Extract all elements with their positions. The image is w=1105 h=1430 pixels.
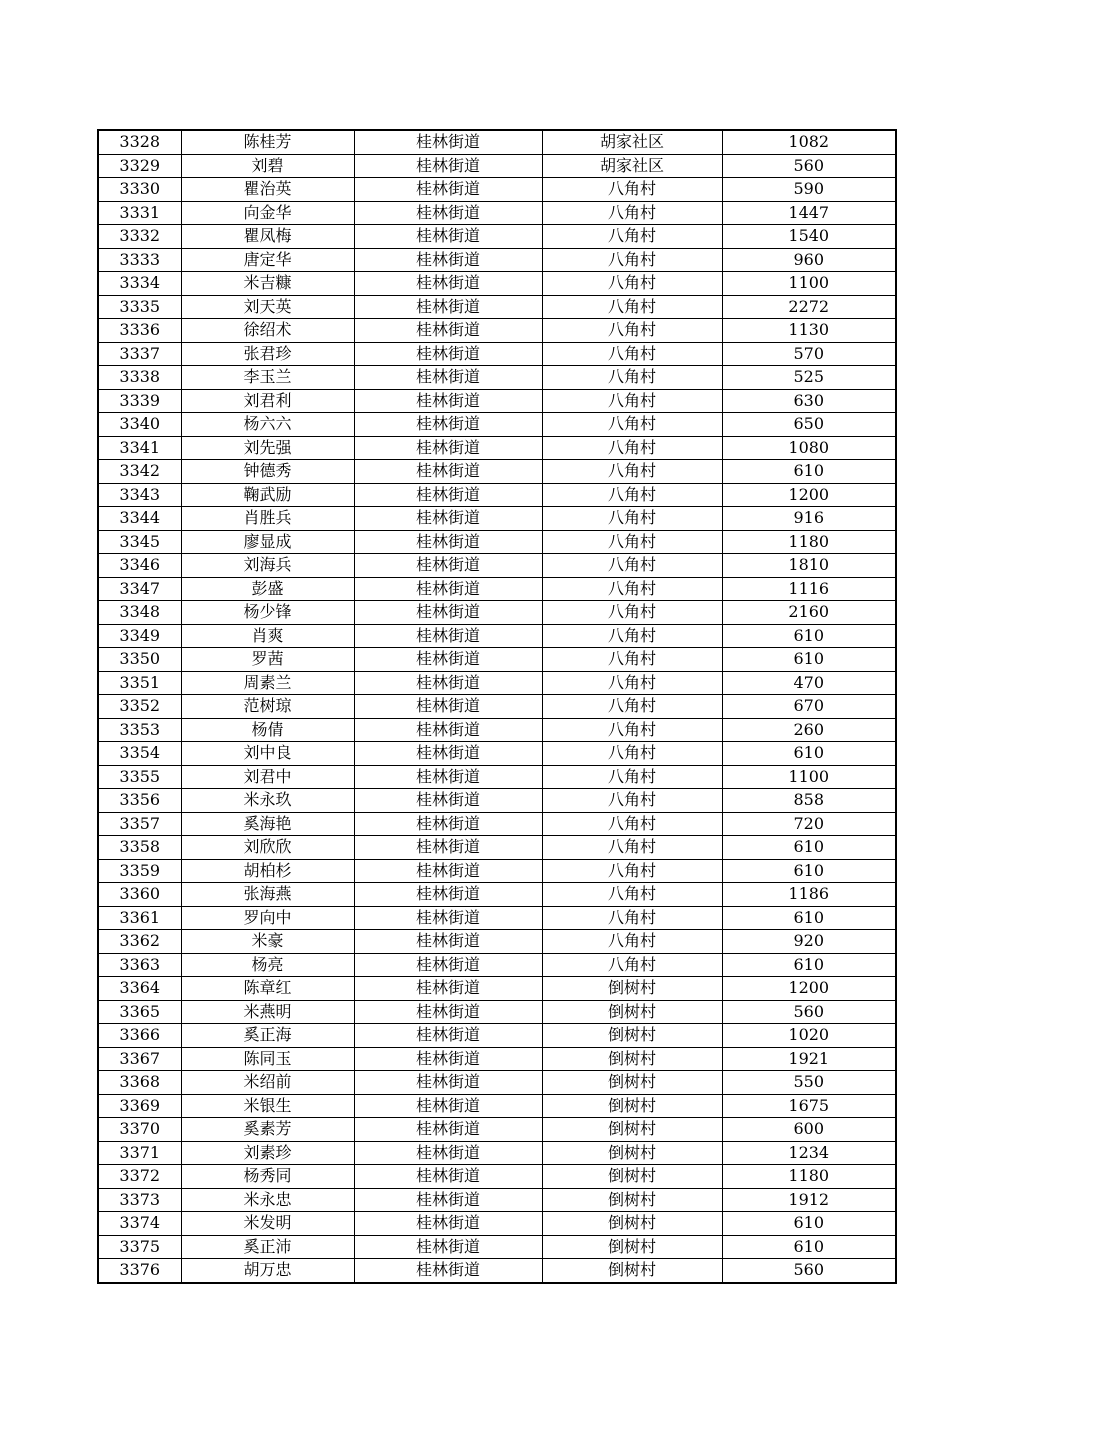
street-cell: 桂林街道 [354, 695, 542, 719]
table-row [98, 530, 896, 554]
street-cell: 桂林街道 [354, 624, 542, 648]
row-number-cell: 3375 [98, 1235, 181, 1259]
village-cell: 倒树村 [542, 1024, 722, 1048]
table-row [98, 1188, 896, 1212]
amount-cell: 1921 [722, 1047, 896, 1071]
name-cell: 刘欣欣 [181, 836, 354, 860]
name-cell: 罗向中 [181, 906, 354, 930]
table-row [98, 460, 896, 484]
row-number-cell: 3361 [98, 906, 181, 930]
street-cell: 桂林街道 [354, 178, 542, 202]
street-cell: 桂林街道 [354, 906, 542, 930]
name-cell: 陈章红 [181, 977, 354, 1001]
street-cell: 桂林街道 [354, 1212, 542, 1236]
amount-cell: 560 [722, 1000, 896, 1024]
street-cell: 桂林街道 [354, 836, 542, 860]
row-number-cell: 3362 [98, 930, 181, 954]
table-row [98, 319, 896, 343]
street-cell: 桂林街道 [354, 977, 542, 1001]
village-cell: 八角村 [542, 671, 722, 695]
amount-cell: 610 [722, 836, 896, 860]
village-cell: 八角村 [542, 601, 722, 625]
name-cell: 杨亮 [181, 953, 354, 977]
amount-cell: 720 [722, 812, 896, 836]
data-table [97, 129, 897, 1284]
street-cell: 桂林街道 [354, 1024, 542, 1048]
village-cell: 胡家社区 [542, 130, 722, 154]
street-cell: 桂林街道 [354, 718, 542, 742]
table-row [98, 1235, 896, 1259]
village-cell: 八角村 [542, 460, 722, 484]
street-cell: 桂林街道 [354, 601, 542, 625]
street-cell: 桂林街道 [354, 413, 542, 437]
row-number-cell: 3347 [98, 577, 181, 601]
street-cell: 桂林街道 [354, 742, 542, 766]
table-row [98, 648, 896, 672]
name-cell: 胡万忠 [181, 1259, 354, 1283]
table-row [98, 507, 896, 531]
name-cell: 李玉兰 [181, 366, 354, 390]
village-cell: 倒树村 [542, 1235, 722, 1259]
name-cell: 杨倩 [181, 718, 354, 742]
village-cell: 八角村 [542, 342, 722, 366]
name-cell: 刘素珍 [181, 1141, 354, 1165]
row-number-cell: 3339 [98, 389, 181, 413]
row-number-cell: 3340 [98, 413, 181, 437]
amount-cell: 525 [722, 366, 896, 390]
amount-cell: 670 [722, 695, 896, 719]
village-cell: 八角村 [542, 577, 722, 601]
village-cell: 倒树村 [542, 1071, 722, 1095]
table-row [98, 1212, 896, 1236]
row-number-cell: 3328 [98, 130, 181, 154]
name-cell: 刘君中 [181, 765, 354, 789]
village-cell: 倒树村 [542, 1094, 722, 1118]
row-number-cell: 3334 [98, 272, 181, 296]
amount-cell: 1082 [722, 130, 896, 154]
table-row [98, 601, 896, 625]
name-cell: 廖显成 [181, 530, 354, 554]
row-number-cell: 3343 [98, 483, 181, 507]
amount-cell: 1447 [722, 201, 896, 225]
name-cell: 刘天英 [181, 295, 354, 319]
village-cell: 八角村 [542, 178, 722, 202]
name-cell: 米永忠 [181, 1188, 354, 1212]
name-cell: 刘碧 [181, 154, 354, 178]
row-number-cell: 3341 [98, 436, 181, 460]
table-row [98, 1094, 896, 1118]
name-cell: 刘先强 [181, 436, 354, 460]
name-cell: 米豪 [181, 930, 354, 954]
name-cell: 米燕明 [181, 1000, 354, 1024]
row-number-cell: 3331 [98, 201, 181, 225]
amount-cell: 1912 [722, 1188, 896, 1212]
table-row [98, 436, 896, 460]
row-number-cell: 3332 [98, 225, 181, 249]
name-cell: 瞿治英 [181, 178, 354, 202]
table-row [98, 671, 896, 695]
name-cell: 米发明 [181, 1212, 354, 1236]
table-row [98, 130, 896, 154]
table-row [98, 178, 896, 202]
table-row [98, 1071, 896, 1095]
name-cell: 陈桂芳 [181, 130, 354, 154]
table-row [98, 483, 896, 507]
street-cell: 桂林街道 [354, 366, 542, 390]
village-cell: 八角村 [542, 742, 722, 766]
street-cell: 桂林街道 [354, 1165, 542, 1189]
street-cell: 桂林街道 [354, 460, 542, 484]
name-cell: 张君珍 [181, 342, 354, 366]
village-cell: 八角村 [542, 765, 722, 789]
street-cell: 桂林街道 [354, 319, 542, 343]
name-cell: 徐绍术 [181, 319, 354, 343]
table-row [98, 812, 896, 836]
name-cell: 米银生 [181, 1094, 354, 1118]
table-row [98, 1259, 896, 1283]
table-row [98, 1165, 896, 1189]
amount-cell: 610 [722, 953, 896, 977]
amount-cell: 2272 [722, 295, 896, 319]
row-number-cell: 3366 [98, 1024, 181, 1048]
row-number-cell: 3351 [98, 671, 181, 695]
amount-cell: 560 [722, 1259, 896, 1283]
street-cell: 桂林街道 [354, 1071, 542, 1095]
row-number-cell: 3354 [98, 742, 181, 766]
name-cell: 胡柏杉 [181, 859, 354, 883]
village-cell: 八角村 [542, 812, 722, 836]
amount-cell: 1810 [722, 554, 896, 578]
row-number-cell: 3367 [98, 1047, 181, 1071]
row-number-cell: 3333 [98, 248, 181, 272]
name-cell: 奚素芳 [181, 1118, 354, 1142]
amount-cell: 570 [722, 342, 896, 366]
amount-cell: 610 [722, 1235, 896, 1259]
name-cell: 米永玖 [181, 789, 354, 813]
table-row [98, 295, 896, 319]
amount-cell: 560 [722, 154, 896, 178]
row-number-cell: 3372 [98, 1165, 181, 1189]
row-number-cell: 3370 [98, 1118, 181, 1142]
village-cell: 八角村 [542, 507, 722, 531]
village-cell: 八角村 [542, 483, 722, 507]
table-row [98, 930, 896, 954]
amount-cell: 1020 [722, 1024, 896, 1048]
amount-cell: 960 [722, 248, 896, 272]
street-cell: 桂林街道 [354, 789, 542, 813]
name-cell: 奚海艳 [181, 812, 354, 836]
street-cell: 桂林街道 [354, 530, 542, 554]
amount-cell: 600 [722, 1118, 896, 1142]
table-body [98, 130, 896, 1283]
amount-cell: 1100 [722, 272, 896, 296]
row-number-cell: 3369 [98, 1094, 181, 1118]
row-number-cell: 3335 [98, 295, 181, 319]
table-row [98, 1141, 896, 1165]
village-cell: 八角村 [542, 906, 722, 930]
row-number-cell: 3356 [98, 789, 181, 813]
village-cell: 倒树村 [542, 1165, 722, 1189]
table-row [98, 389, 896, 413]
village-cell: 八角村 [542, 389, 722, 413]
name-cell: 鞠武励 [181, 483, 354, 507]
street-cell: 桂林街道 [354, 342, 542, 366]
row-number-cell: 3365 [98, 1000, 181, 1024]
row-number-cell: 3373 [98, 1188, 181, 1212]
row-number-cell: 3348 [98, 601, 181, 625]
village-cell: 八角村 [542, 789, 722, 813]
village-cell: 八角村 [542, 366, 722, 390]
village-cell: 倒树村 [542, 977, 722, 1001]
name-cell: 向金华 [181, 201, 354, 225]
table-row [98, 836, 896, 860]
name-cell: 周素兰 [181, 671, 354, 695]
row-number-cell: 3350 [98, 648, 181, 672]
table-row [98, 977, 896, 1001]
row-number-cell: 3360 [98, 883, 181, 907]
row-number-cell: 3338 [98, 366, 181, 390]
street-cell: 桂林街道 [354, 295, 542, 319]
village-cell: 八角村 [542, 859, 722, 883]
village-cell: 倒树村 [542, 1141, 722, 1165]
row-number-cell: 3374 [98, 1212, 181, 1236]
table-row [98, 859, 896, 883]
village-cell: 八角村 [542, 413, 722, 437]
street-cell: 桂林街道 [354, 225, 542, 249]
village-cell: 八角村 [542, 436, 722, 460]
street-cell: 桂林街道 [354, 1000, 542, 1024]
table-row [98, 366, 896, 390]
street-cell: 桂林街道 [354, 812, 542, 836]
amount-cell: 610 [722, 859, 896, 883]
village-cell: 八角村 [542, 836, 722, 860]
amount-cell: 2160 [722, 601, 896, 625]
street-cell: 桂林街道 [354, 1235, 542, 1259]
street-cell: 桂林街道 [354, 859, 542, 883]
name-cell: 刘君利 [181, 389, 354, 413]
village-cell: 八角村 [542, 319, 722, 343]
row-number-cell: 3329 [98, 154, 181, 178]
amount-cell: 858 [722, 789, 896, 813]
row-number-cell: 3345 [98, 530, 181, 554]
name-cell: 唐定华 [181, 248, 354, 272]
table-row [98, 1118, 896, 1142]
table-row [98, 695, 896, 719]
table-row [98, 953, 896, 977]
row-number-cell: 3357 [98, 812, 181, 836]
village-cell: 八角村 [542, 272, 722, 296]
street-cell: 桂林街道 [354, 1047, 542, 1071]
amount-cell: 920 [722, 930, 896, 954]
street-cell: 桂林街道 [354, 1141, 542, 1165]
name-cell: 钟德秀 [181, 460, 354, 484]
amount-cell: 1180 [722, 530, 896, 554]
row-number-cell: 3359 [98, 859, 181, 883]
name-cell: 彭盛 [181, 577, 354, 601]
street-cell: 桂林街道 [354, 930, 542, 954]
table-row [98, 718, 896, 742]
row-number-cell: 3336 [98, 319, 181, 343]
amount-cell: 1116 [722, 577, 896, 601]
name-cell: 瞿凤梅 [181, 225, 354, 249]
village-cell: 八角村 [542, 554, 722, 578]
row-number-cell: 3337 [98, 342, 181, 366]
table-row [98, 154, 896, 178]
amount-cell: 610 [722, 460, 896, 484]
amount-cell: 1100 [722, 765, 896, 789]
name-cell: 奚正海 [181, 1024, 354, 1048]
row-number-cell: 3344 [98, 507, 181, 531]
amount-cell: 1200 [722, 977, 896, 1001]
village-cell: 八角村 [542, 201, 722, 225]
village-cell: 八角村 [542, 624, 722, 648]
village-cell: 八角村 [542, 530, 722, 554]
name-cell: 米吉糠 [181, 272, 354, 296]
amount-cell: 916 [722, 507, 896, 531]
row-number-cell: 3358 [98, 836, 181, 860]
street-cell: 桂林街道 [354, 483, 542, 507]
table-row [98, 789, 896, 813]
name-cell: 刘海兵 [181, 554, 354, 578]
amount-cell: 1200 [722, 483, 896, 507]
street-cell: 桂林街道 [354, 577, 542, 601]
street-cell: 桂林街道 [354, 436, 542, 460]
amount-cell: 610 [722, 648, 896, 672]
amount-cell: 1186 [722, 883, 896, 907]
village-cell: 八角村 [542, 295, 722, 319]
street-cell: 桂林街道 [354, 671, 542, 695]
amount-cell: 590 [722, 178, 896, 202]
street-cell: 桂林街道 [354, 883, 542, 907]
village-cell: 八角村 [542, 648, 722, 672]
amount-cell: 1180 [722, 1165, 896, 1189]
table-row [98, 742, 896, 766]
street-cell: 桂林街道 [354, 1118, 542, 1142]
amount-cell: 1130 [722, 319, 896, 343]
name-cell: 杨少锋 [181, 601, 354, 625]
table-row [98, 248, 896, 272]
name-cell: 米绍前 [181, 1071, 354, 1095]
table-row [98, 765, 896, 789]
amount-cell: 1540 [722, 225, 896, 249]
village-cell: 八角村 [542, 718, 722, 742]
row-number-cell: 3363 [98, 953, 181, 977]
amount-cell: 1080 [722, 436, 896, 460]
street-cell: 桂林街道 [354, 389, 542, 413]
amount-cell: 260 [722, 718, 896, 742]
street-cell: 桂林街道 [354, 648, 542, 672]
amount-cell: 610 [722, 1212, 896, 1236]
row-number-cell: 3352 [98, 695, 181, 719]
street-cell: 桂林街道 [354, 765, 542, 789]
village-cell: 倒树村 [542, 1188, 722, 1212]
name-cell: 杨六六 [181, 413, 354, 437]
table-row [98, 225, 896, 249]
name-cell: 肖胜兵 [181, 507, 354, 531]
street-cell: 桂林街道 [354, 554, 542, 578]
row-number-cell: 3342 [98, 460, 181, 484]
name-cell: 张海燕 [181, 883, 354, 907]
amount-cell: 470 [722, 671, 896, 695]
row-number-cell: 3355 [98, 765, 181, 789]
amount-cell: 1675 [722, 1094, 896, 1118]
row-number-cell: 3349 [98, 624, 181, 648]
table-row [98, 624, 896, 648]
village-cell: 八角村 [542, 930, 722, 954]
name-cell: 刘中良 [181, 742, 354, 766]
table-row [98, 1024, 896, 1048]
village-cell: 八角村 [542, 225, 722, 249]
table-row [98, 201, 896, 225]
village-cell: 倒树村 [542, 1212, 722, 1236]
table-row [98, 1000, 896, 1024]
amount-cell: 610 [722, 906, 896, 930]
street-cell: 桂林街道 [354, 130, 542, 154]
row-number-cell: 3371 [98, 1141, 181, 1165]
row-number-cell: 3376 [98, 1259, 181, 1283]
row-number-cell: 3330 [98, 178, 181, 202]
name-cell: 奚正沛 [181, 1235, 354, 1259]
table-row [98, 554, 896, 578]
street-cell: 桂林街道 [354, 1094, 542, 1118]
village-cell: 倒树村 [542, 1259, 722, 1283]
name-cell: 范树琼 [181, 695, 354, 719]
amount-cell: 610 [722, 624, 896, 648]
name-cell: 杨秀同 [181, 1165, 354, 1189]
village-cell: 八角村 [542, 953, 722, 977]
table-row [98, 1047, 896, 1071]
table-row [98, 906, 896, 930]
village-cell: 倒树村 [542, 1118, 722, 1142]
row-number-cell: 3364 [98, 977, 181, 1001]
table-row [98, 342, 896, 366]
amount-cell: 630 [722, 389, 896, 413]
name-cell: 陈同玉 [181, 1047, 354, 1071]
street-cell: 桂林街道 [354, 201, 542, 225]
village-cell: 八角村 [542, 248, 722, 272]
row-number-cell: 3368 [98, 1071, 181, 1095]
street-cell: 桂林街道 [354, 507, 542, 531]
name-cell: 罗茜 [181, 648, 354, 672]
table-row [98, 883, 896, 907]
row-number-cell: 3353 [98, 718, 181, 742]
amount-cell: 610 [722, 742, 896, 766]
table-row [98, 413, 896, 437]
table-row [98, 272, 896, 296]
street-cell: 桂林街道 [354, 154, 542, 178]
table-row [98, 577, 896, 601]
amount-cell: 1234 [722, 1141, 896, 1165]
village-cell: 胡家社区 [542, 154, 722, 178]
name-cell: 肖爽 [181, 624, 354, 648]
street-cell: 桂林街道 [354, 953, 542, 977]
village-cell: 倒树村 [542, 1047, 722, 1071]
village-cell: 倒树村 [542, 1000, 722, 1024]
street-cell: 桂林街道 [354, 1188, 542, 1212]
village-cell: 八角村 [542, 883, 722, 907]
street-cell: 桂林街道 [354, 248, 542, 272]
street-cell: 桂林街道 [354, 272, 542, 296]
village-cell: 八角村 [542, 695, 722, 719]
row-number-cell: 3346 [98, 554, 181, 578]
amount-cell: 650 [722, 413, 896, 437]
street-cell: 桂林街道 [354, 1259, 542, 1283]
amount-cell: 550 [722, 1071, 896, 1095]
